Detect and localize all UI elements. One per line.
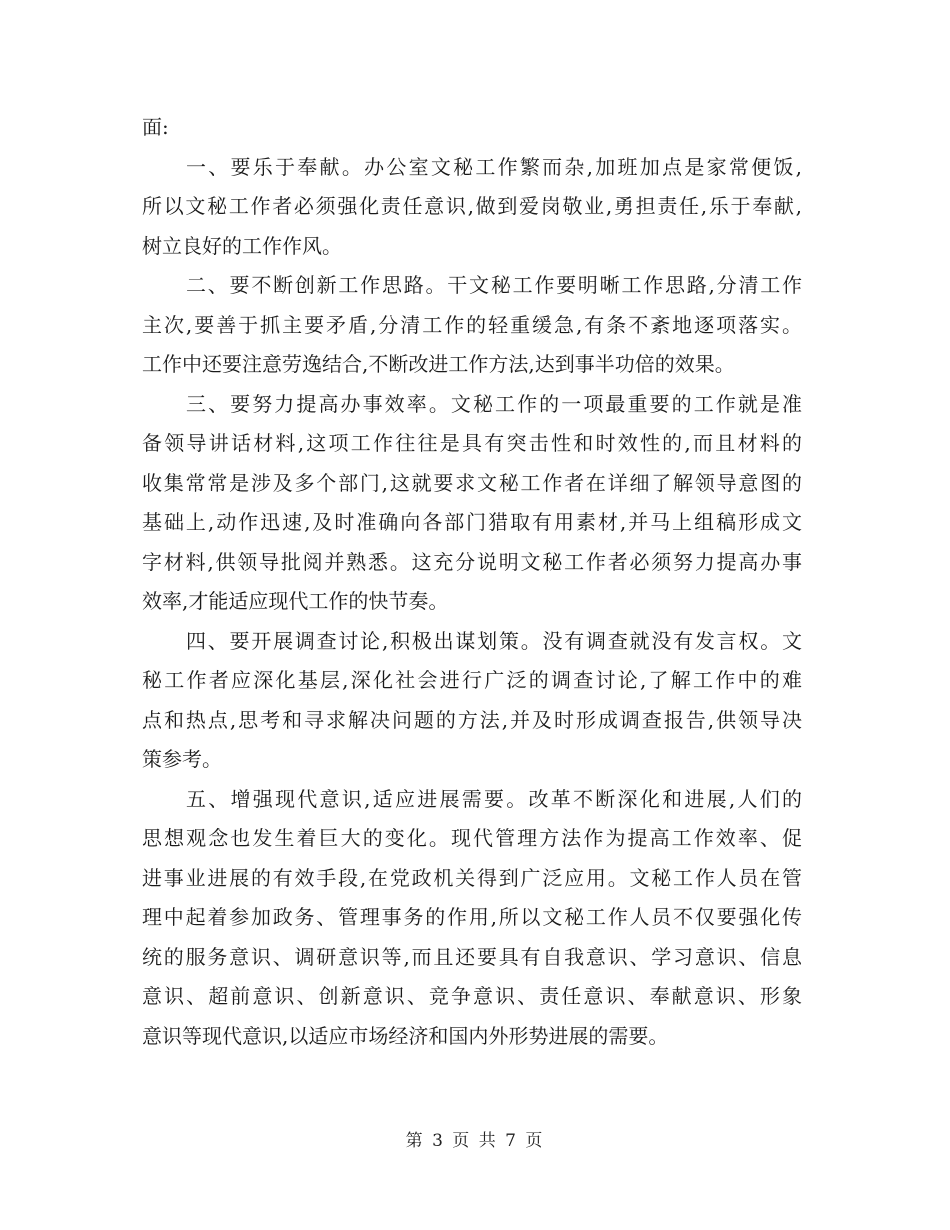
- text-line: 统的服务意识、调研意识等,而且还要具有自我意识、学习意识、信息: [142, 944, 802, 969]
- text-line: 效率,才能适应现代工作的快节奏。: [142, 589, 449, 613]
- text-line: 基础上,动作迅速,及时准确向各部门猎取有用素材,并马上组稿形成文: [142, 510, 802, 534]
- text-line: 四、要开展调查讨论,积极出谋划策。没有调查就没有发言权。文: [186, 628, 802, 653]
- text-line: 二、要不断创新工作思路。干文秘工作要明晰工作思路,分清工作: [186, 273, 802, 297]
- text-line: 意识、超前意识、创新意识、竞争意识、责任意识、奉献意识、形象: [142, 984, 802, 1008]
- text-line: 秘工作者应深化基层,深化社会进行广泛的调查讨论,了解工作中的难: [142, 668, 802, 692]
- text-line: 主次,要善于抓主要矛盾,分清工作的轻重缓急,有条不紊地逐项落实。: [142, 312, 802, 337]
- text-line: 思想观念也发生着巨大的变化。现代管理方法作为提高工作效率、促: [142, 826, 802, 850]
- text-line: 工作中还要注意劳逸结合,不断改进工作方法,达到事半功倍的效果。: [142, 352, 735, 376]
- text-line: 点和热点,思考和寻求解决问题的方法,并及时形成调查报告,供领导决: [142, 707, 802, 732]
- text-line: 收集常常是涉及多个部门,这就要求文秘工作者在详细了解领导意图的: [142, 470, 802, 495]
- text-line: 备领导讲话材料,这项工作往往是具有突击性和时效性的,而且材料的: [142, 431, 802, 455]
- text-line: 进事业进展的有效手段,在党政机关得到广泛应用。文秘工作人员在管: [142, 865, 802, 890]
- text-line: 理中起着参加政务、管理事务的作用,所以文秘工作人员不仅要强化传: [142, 905, 802, 929]
- text-line: 树立良好的工作作风。: [142, 233, 342, 258]
- text-line: 所以文秘工作者必须强化责任意识,做到爱岗敬业,勇担责任,乐于奉献,: [142, 194, 802, 218]
- text-line: 意识等现代意识,以适应市场经济和国内外形势进展的需要。: [142, 1023, 669, 1048]
- text-line: 策参考。: [142, 747, 222, 771]
- text-line: 面:: [142, 115, 169, 139]
- text-line: 三、要努力提高办事效率。文秘工作的一项最重要的工作就是准: [186, 391, 802, 416]
- text-line: 五、增强现代意识,适应进展需要。改革不断深化和进展,人们的: [186, 786, 802, 811]
- text-line: 一、要乐于奉献。办公室文秘工作繁而杂,加班加点是家常便饭,: [186, 154, 802, 179]
- text-line: 字材料,供领导批阅并熟悉。这充分说明文秘工作者必须努力提高办事: [142, 549, 802, 574]
- document-body: [142, 108, 802, 1056]
- page-number-footer: 第 3 页 共 7 页: [405, 1131, 545, 1151]
